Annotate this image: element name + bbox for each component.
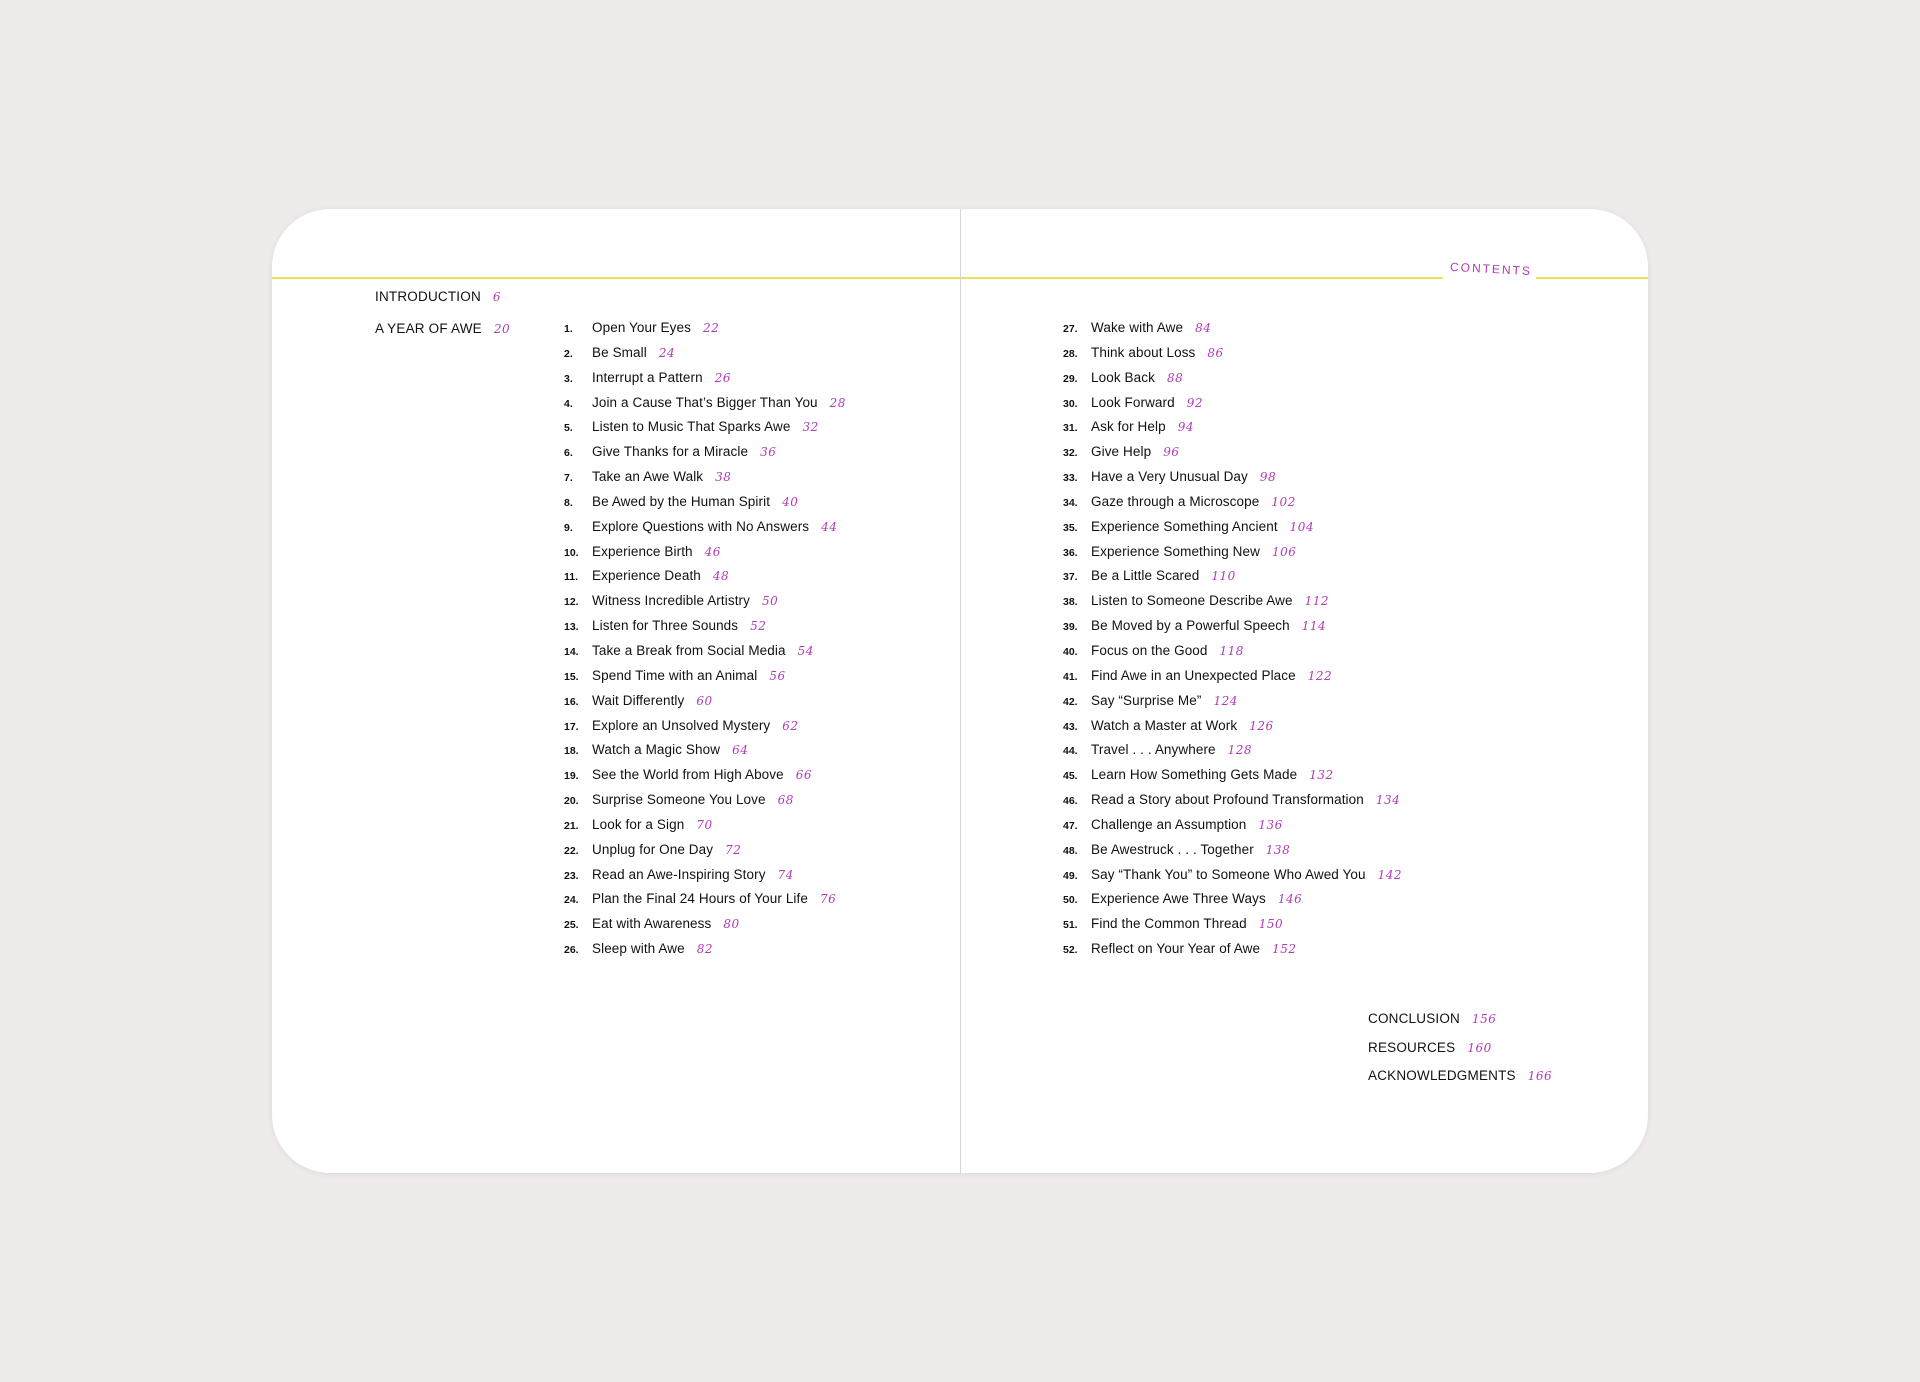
toc-entry bbox=[564, 589, 846, 614]
entry-number: 36. bbox=[1063, 546, 1078, 559]
entry-title: Experience Death bbox=[592, 568, 701, 584]
section-label: CONCLUSION bbox=[1368, 1011, 1461, 1026]
entry-number: 6. bbox=[564, 447, 573, 460]
page-number: 142 bbox=[1377, 867, 1402, 882]
entry-number: 42. bbox=[1063, 695, 1078, 708]
toc-entry bbox=[564, 490, 846, 515]
toc-entry bbox=[1063, 366, 1402, 391]
toc-entry bbox=[564, 465, 846, 490]
page-number: 24 bbox=[658, 345, 676, 360]
page-number: 60 bbox=[696, 693, 713, 708]
entry-title: Be Awed by the Human Spirit bbox=[592, 493, 771, 509]
page-number: 150 bbox=[1258, 917, 1284, 932]
entry-title: Open Your Eyes bbox=[592, 320, 691, 335]
toc-column-left bbox=[564, 316, 846, 962]
toc-entry bbox=[1063, 440, 1402, 465]
page-number: 28 bbox=[829, 395, 846, 410]
page-number: 160 bbox=[1467, 1040, 1492, 1055]
entry-title: Read an Awe-Inspiring Story bbox=[592, 866, 766, 882]
page-number: 112 bbox=[1304, 594, 1330, 609]
entry-number: 39. bbox=[1063, 621, 1078, 634]
entry-number: 13. bbox=[564, 621, 579, 634]
toc-entry bbox=[564, 763, 846, 788]
entry-title: Listen for Three Sounds bbox=[592, 618, 739, 634]
entry-number: 43. bbox=[1063, 720, 1078, 733]
entry-title: Ask for Help bbox=[1091, 419, 1166, 435]
entry-title: Look Forward bbox=[1091, 394, 1175, 410]
entry-number: 14. bbox=[564, 645, 579, 658]
entry-number: 16. bbox=[564, 695, 579, 708]
entry-number: 22. bbox=[564, 844, 579, 857]
entry-number: 29. bbox=[1063, 372, 1078, 385]
toc-entry bbox=[564, 415, 846, 440]
toc-entry bbox=[1063, 490, 1402, 515]
entry-number: 34. bbox=[1063, 496, 1078, 509]
toc-entry bbox=[564, 440, 846, 465]
entry-title: Challenge an Assumption bbox=[1091, 816, 1247, 832]
toc-entry bbox=[1063, 316, 1402, 341]
entry-number: 30. bbox=[1063, 397, 1078, 410]
page-number: 132 bbox=[1309, 768, 1334, 783]
entry-number: 35. bbox=[1063, 521, 1078, 534]
toc-entry bbox=[564, 341, 846, 366]
toc-entry bbox=[564, 738, 846, 763]
toc-entry bbox=[1063, 887, 1402, 912]
entry-number: 4. bbox=[564, 397, 573, 410]
page-number: 110 bbox=[1211, 569, 1236, 584]
entry-number: 48. bbox=[1063, 844, 1078, 857]
entry-number: 49. bbox=[1063, 869, 1078, 882]
entry-number: 41. bbox=[1063, 670, 1078, 683]
page-number: 72 bbox=[725, 842, 742, 857]
toc-entry bbox=[1063, 515, 1402, 540]
toc-entry bbox=[564, 912, 846, 937]
book-spread bbox=[272, 209, 1648, 1173]
toc-entry bbox=[564, 863, 846, 888]
entry-title: Experience Birth bbox=[592, 543, 693, 559]
page-number: 40 bbox=[782, 494, 799, 509]
toc-entry bbox=[1063, 838, 1402, 863]
back-matter-acknowledgments bbox=[1368, 1062, 1552, 1091]
section-label: ACKNOWLEDGMENTS bbox=[1368, 1068, 1516, 1083]
page-number: 38 bbox=[715, 470, 732, 485]
entry-title: Watch a Magic Show bbox=[592, 742, 721, 758]
page-number: 166 bbox=[1527, 1069, 1553, 1083]
page-number: 96 bbox=[1163, 445, 1180, 460]
toc-entry bbox=[1063, 763, 1402, 788]
toc-entry bbox=[564, 887, 846, 912]
page-number: 102 bbox=[1271, 494, 1296, 509]
toc-entry bbox=[564, 937, 846, 962]
section-label: A YEAR OF AWE bbox=[375, 321, 482, 336]
page-number: 76 bbox=[820, 892, 837, 907]
entry-number: 25. bbox=[564, 919, 579, 932]
entry-title: Listen to Music That Sparks Awe bbox=[592, 419, 791, 435]
page-number: 156 bbox=[1472, 1012, 1497, 1026]
entry-title: Give Help bbox=[1091, 444, 1152, 460]
toc-entry bbox=[1063, 540, 1402, 565]
entry-title: Plan the Final 24 Hours of Your Life bbox=[592, 891, 808, 907]
toc-entry bbox=[564, 813, 846, 838]
page-number: 36 bbox=[760, 445, 777, 460]
entry-title: Read a Story about Profound Transformation bbox=[1091, 792, 1364, 808]
entry-number: 46. bbox=[1063, 795, 1078, 808]
page-number: 50 bbox=[762, 594, 779, 609]
toc-entry bbox=[1063, 738, 1402, 763]
entry-title: Take a Break from Social Media bbox=[592, 642, 786, 658]
entry-title: Spend Time with an Animal bbox=[592, 667, 758, 683]
header-rule-right bbox=[961, 277, 1443, 279]
page-number: 136 bbox=[1258, 817, 1283, 832]
entry-title: Eat with Awareness bbox=[592, 916, 712, 932]
entry-title: Listen to Someone Describe Awe bbox=[1091, 593, 1293, 609]
toc-entry bbox=[1063, 714, 1402, 739]
page-number: 114 bbox=[1301, 619, 1327, 634]
toc-entry bbox=[564, 316, 846, 341]
entry-title: Take an Awe Walk bbox=[592, 469, 704, 485]
page-number: 44 bbox=[821, 519, 838, 534]
page-number: 128 bbox=[1227, 743, 1253, 758]
entry-number: 27. bbox=[1063, 323, 1078, 335]
page-number: 152 bbox=[1272, 942, 1297, 957]
entry-title: Look Back bbox=[1091, 369, 1155, 385]
toc-entry bbox=[1063, 912, 1402, 937]
entry-number: 23. bbox=[564, 869, 579, 882]
page-number: 146 bbox=[1277, 892, 1303, 907]
page-number: 52 bbox=[750, 619, 767, 634]
entry-number: 37. bbox=[1063, 571, 1078, 584]
entry-number: 12. bbox=[564, 596, 579, 609]
toc-entry bbox=[1063, 465, 1402, 490]
page-number: 64 bbox=[732, 743, 749, 758]
page-number: 22 bbox=[702, 321, 720, 335]
toc-entry bbox=[1063, 415, 1402, 440]
entry-number: 28. bbox=[1063, 347, 1078, 360]
page-number: 122 bbox=[1307, 668, 1333, 683]
entry-number: 24. bbox=[564, 894, 579, 907]
entry-number: 51. bbox=[1063, 919, 1078, 932]
entry-title: Surprise Someone You Love bbox=[592, 792, 766, 808]
page-number: 98 bbox=[1259, 470, 1277, 485]
running-head: CONTENTS bbox=[1449, 259, 1533, 279]
entry-number: 3. bbox=[564, 372, 573, 385]
entry-title: See the World from High Above bbox=[592, 767, 784, 783]
entry-title: Look for a Sign bbox=[592, 816, 685, 832]
toc-entry bbox=[1063, 813, 1402, 838]
toc-entry bbox=[1063, 863, 1402, 888]
page-number: 26 bbox=[714, 370, 731, 385]
entry-number: 50. bbox=[1063, 894, 1078, 907]
entry-number: 19. bbox=[564, 770, 579, 783]
back-matter-list bbox=[1368, 1005, 1552, 1091]
entry-title: Join a Cause That’s Bigger Than You bbox=[592, 394, 818, 410]
entry-title: Wake with Awe bbox=[1091, 320, 1184, 335]
toc-column-right bbox=[1063, 316, 1402, 962]
entry-title: Gaze through a Microscope bbox=[1091, 493, 1260, 509]
entry-number: 20. bbox=[564, 795, 579, 808]
entry-title: Travel . . . Anywhere bbox=[1091, 742, 1216, 758]
back-matter-conclusion bbox=[1368, 1005, 1552, 1034]
entry-number: 8. bbox=[564, 496, 573, 509]
entry-title: Be Small bbox=[592, 344, 647, 360]
entry-number: 2. bbox=[564, 347, 573, 360]
toc-entry bbox=[564, 515, 846, 540]
toc-entry bbox=[1063, 788, 1402, 813]
entry-number: 17. bbox=[564, 720, 579, 733]
entry-title: Be Moved by a Powerful Speech bbox=[1091, 618, 1290, 634]
entry-number: 7. bbox=[564, 472, 573, 485]
entry-number: 33. bbox=[1063, 472, 1078, 485]
page-number: 104 bbox=[1289, 519, 1315, 534]
entry-title: Explore Questions with No Answers bbox=[592, 518, 810, 534]
toc-entry bbox=[564, 714, 846, 739]
entry-number: 40. bbox=[1063, 645, 1078, 658]
back-matter-resources bbox=[1368, 1034, 1552, 1063]
entry-number: 15. bbox=[564, 670, 579, 683]
page-number: 68 bbox=[777, 793, 794, 808]
gutter-divider bbox=[960, 209, 961, 1173]
page-number: 20 bbox=[493, 322, 511, 336]
page-number: 106 bbox=[1272, 544, 1297, 559]
toc-entry bbox=[1063, 937, 1402, 962]
front-matter-introduction bbox=[375, 287, 501, 307]
toc-entry bbox=[564, 838, 846, 863]
page-number: 92 bbox=[1186, 395, 1204, 410]
entry-number: 5. bbox=[564, 422, 573, 435]
entry-number: 9. bbox=[564, 521, 573, 534]
toc-entry bbox=[564, 614, 846, 639]
toc-entry bbox=[564, 366, 846, 391]
entry-number: 10. bbox=[564, 546, 579, 559]
page-number: 66 bbox=[795, 768, 813, 783]
page-number: 6 bbox=[492, 290, 502, 304]
toc-entry bbox=[564, 664, 846, 689]
page-number: 118 bbox=[1219, 643, 1244, 658]
entry-title: Find Awe in an Unexpected Place bbox=[1091, 667, 1296, 683]
toc-entry bbox=[1063, 341, 1402, 366]
entry-title: Unplug for One Day bbox=[592, 841, 714, 857]
entry-number: 38. bbox=[1063, 596, 1078, 609]
entry-title: Reflect on Your Year of Awe bbox=[1091, 941, 1261, 957]
toc-entry bbox=[1063, 664, 1402, 689]
entry-number: 32. bbox=[1063, 447, 1078, 460]
entry-title: Experience Something Ancient bbox=[1091, 518, 1278, 534]
entry-title: Have a Very Unusual Day bbox=[1091, 469, 1248, 485]
entry-title: Experience Something New bbox=[1091, 543, 1260, 559]
header-rule-right-end bbox=[1536, 277, 1648, 279]
toc-entry bbox=[1063, 391, 1402, 416]
toc-entry bbox=[1063, 689, 1402, 714]
entry-title: Think about Loss bbox=[1091, 344, 1196, 360]
page-number: 86 bbox=[1207, 345, 1224, 360]
entry-number: 47. bbox=[1063, 819, 1078, 832]
toc-entry bbox=[564, 391, 846, 416]
page-number: 70 bbox=[696, 817, 713, 832]
entry-title: Watch a Master at Work bbox=[1091, 717, 1238, 733]
entry-title: Focus on the Good bbox=[1091, 642, 1208, 658]
front-matter-year-of-awe bbox=[375, 319, 510, 339]
page-number: 56 bbox=[769, 668, 786, 683]
entry-title: Witness Incredible Artistry bbox=[592, 593, 750, 609]
section-label: RESOURCES bbox=[1368, 1039, 1456, 1055]
page-number: 54 bbox=[797, 643, 814, 658]
page-number: 124 bbox=[1213, 693, 1238, 708]
entry-title: Say “Thank You” to Someone Who Awed You bbox=[1091, 866, 1366, 882]
entry-number: 18. bbox=[564, 745, 579, 758]
page-number: 126 bbox=[1249, 718, 1274, 733]
entry-number: 44. bbox=[1063, 745, 1078, 758]
page-number: 82 bbox=[696, 942, 713, 957]
entry-title: Sleep with Awe bbox=[592, 941, 685, 957]
entry-number: 11. bbox=[564, 571, 579, 584]
toc-entry bbox=[564, 540, 846, 565]
page-number: 62 bbox=[782, 718, 799, 733]
entry-title: Explore an Unsolved Mystery bbox=[592, 717, 771, 733]
toc-entry bbox=[564, 639, 846, 664]
page-number: 138 bbox=[1265, 842, 1291, 857]
toc-entry bbox=[1063, 639, 1402, 664]
entry-title: Learn How Something Gets Made bbox=[1091, 767, 1298, 783]
entry-title: Say “Surprise Me” bbox=[1091, 692, 1202, 708]
entry-title: Be Awestruck . . . Together bbox=[1091, 841, 1254, 857]
page-number: 46 bbox=[704, 544, 721, 559]
entry-title: Wait Differently bbox=[592, 692, 685, 708]
page-number: 84 bbox=[1195, 321, 1212, 335]
entry-title: Be a Little Scared bbox=[1091, 568, 1200, 584]
toc-entry bbox=[1063, 589, 1402, 614]
header-rule-left bbox=[272, 277, 960, 279]
entry-title: Find the Common Thread bbox=[1091, 916, 1247, 932]
toc-entry bbox=[1063, 614, 1402, 639]
section-label: INTRODUCTION bbox=[375, 289, 481, 304]
entry-title: Experience Awe Three Ways bbox=[1091, 891, 1266, 907]
page-number: 94 bbox=[1177, 420, 1195, 435]
page-number: 88 bbox=[1166, 370, 1184, 385]
toc-entry bbox=[564, 564, 846, 589]
entry-number: 31. bbox=[1063, 422, 1078, 435]
entry-number: 52. bbox=[1063, 944, 1078, 957]
entry-number: 26. bbox=[564, 944, 579, 957]
entry-number: 1. bbox=[564, 323, 573, 335]
entry-title: Interrupt a Pattern bbox=[592, 369, 703, 385]
toc-entry bbox=[1063, 564, 1402, 589]
entry-title: Give Thanks for a Miracle bbox=[592, 444, 749, 460]
page-number: 48 bbox=[712, 569, 730, 584]
page-number: 134 bbox=[1375, 793, 1401, 808]
page-number: 80 bbox=[723, 917, 740, 932]
toc-entry bbox=[564, 788, 846, 813]
toc-entry bbox=[564, 689, 846, 714]
entry-number: 45. bbox=[1063, 770, 1078, 783]
page-number: 32 bbox=[802, 420, 819, 435]
entry-number: 21. bbox=[564, 819, 579, 832]
page-number: 74 bbox=[777, 867, 794, 882]
